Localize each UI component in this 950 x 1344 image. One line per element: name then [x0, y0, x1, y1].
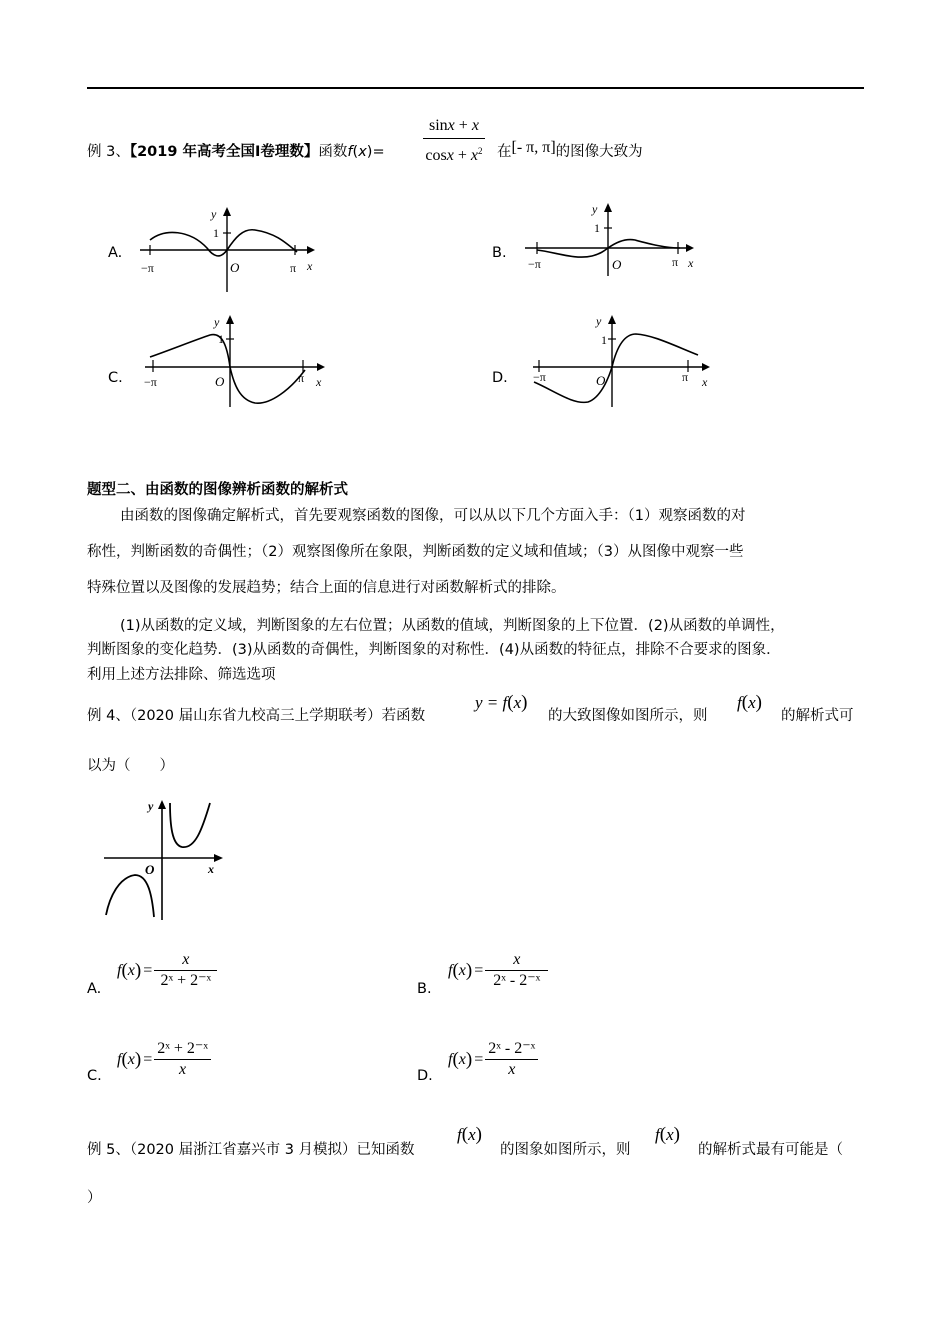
- svg-text:1: 1: [601, 333, 607, 347]
- ex5-mid: 的图象如图所示，则: [500, 1142, 631, 1158]
- svg-text:1: 1: [218, 332, 224, 346]
- ex4-option-b-label: B.: [417, 981, 432, 997]
- ex3-option-b-label: B.: [492, 245, 507, 261]
- ex4-option-a-label: A.: [87, 981, 102, 997]
- ex4-mid: 的大致图像如图所示，则: [548, 708, 708, 724]
- svg-text:O: O: [215, 374, 225, 389]
- svg-text:−π: −π: [144, 375, 157, 389]
- svg-text:−π: −π: [533, 370, 546, 384]
- ex4-option-b-formula: f ( x ) = $\frac{x}{\text{2ˣ - 2⁻ˣ}}$: [448, 951, 548, 990]
- example-3-fraction: sinx + x $\cos x + x^2$: [423, 116, 485, 166]
- svg-text:x: x: [688, 256, 694, 270]
- ex4-line2: 以为（ ）: [87, 758, 174, 774]
- ex4-option-a-formula: f ( x ) = $\frac{x}{\text{2ˣ + 2⁻ˣ}}$: [117, 951, 217, 990]
- ex3-option-a-graph: [135, 200, 335, 295]
- svg-text:y: y: [148, 799, 154, 813]
- ex4-graph: [100, 795, 230, 923]
- svg-text:x: x: [316, 375, 322, 389]
- svg-text:O: O: [612, 257, 622, 272]
- ex4-f-x: f(x): [737, 692, 762, 713]
- svg-text:π: π: [682, 370, 689, 384]
- ex5-line2: ）: [87, 1190, 102, 1206]
- axis-y-label: y: [211, 207, 217, 221]
- ex3-option-a-label: A.: [108, 245, 123, 261]
- svg-text:x: x: [702, 375, 708, 389]
- example-4-line: 例 4、（2020 届山东省九校高三上学期联考）若函数: [87, 708, 426, 724]
- svg-text:−π: −π: [528, 257, 541, 271]
- para1-line2: 称性，判断函数的奇偶性；（2）观察图像所在象限，判断函数的定义域和值域；（3）从图像中观察一些: [87, 544, 744, 560]
- example-3-label: 例 3、【2019 年高考全国Ⅰ卷理数】函数f(x)=: [87, 144, 385, 160]
- section-title: 题型二、由函数的图像辨析函数的解析式: [87, 482, 348, 498]
- para2-line2: 判断图象的变化趋势．(3)从函数的奇偶性，判断图象的对称性．(4)从函数的特征点，排除不合要求的图象．: [87, 642, 781, 658]
- example-3-tail: 的图像大致为: [555, 144, 643, 160]
- svg-text:x: x: [307, 259, 313, 273]
- ex4-option-d-formula: f ( x ) = $\frac{\text{2ˣ - 2⁻ˣ}}{x}$: [448, 1040, 538, 1079]
- svg-text:O: O: [145, 862, 155, 877]
- ex4-option-c-formula: f ( x ) = $\frac{\text{2ˣ + 2⁻ˣ}}{x}$: [117, 1040, 211, 1079]
- svg-text:π: π: [290, 261, 297, 275]
- svg-text:y: y: [596, 314, 602, 328]
- para1-line1: 由函数的图像确定解析式，首先要观察函数的图像，可以从以下几个方面入手：（1）观察函数的对: [120, 508, 746, 524]
- svg-text:π: π: [672, 255, 679, 269]
- ex3-option-d-label: D.: [492, 370, 508, 386]
- ex3-option-b-graph: [520, 198, 710, 278]
- svg-text:x: x: [208, 862, 214, 876]
- svg-text:y: y: [214, 315, 220, 329]
- ex5-f-x-1: f(x): [457, 1124, 482, 1145]
- ex4-y-eq-f: y = f(x): [475, 692, 528, 713]
- ex4-option-c-label: C.: [87, 1068, 102, 1084]
- interval-prefix: 在: [497, 144, 512, 160]
- ex4-option-d-label: D.: [417, 1068, 433, 1084]
- example-5-line: 例 5、（2020 届浙江省嘉兴市 3 月模拟）已知函数: [87, 1142, 415, 1158]
- para2-line1: (1)从函数的定义域，判断图象的左右位置；从函数的值域，判断图象的上下位置．(2)从函数的单调性，: [120, 618, 785, 634]
- ex3-option-c-label: C.: [108, 370, 123, 386]
- para2-line3: 利用上述方法排除、筛选选项: [87, 667, 276, 683]
- svg-text:−π: −π: [141, 261, 154, 275]
- ex3-option-d-graph: [528, 310, 728, 410]
- ex4-tail: 的解析式可: [781, 708, 854, 724]
- ex3-option-c-graph: [140, 310, 340, 410]
- svg-text:O: O: [230, 260, 240, 275]
- ex5-f-x-2: f(x): [655, 1124, 680, 1145]
- svg-text:π: π: [298, 371, 305, 385]
- svg-text:y: y: [592, 202, 598, 216]
- ex5-tail: 的解析式最有可能是（: [698, 1142, 843, 1158]
- header-rule: [87, 87, 864, 89]
- svg-text:1: 1: [213, 226, 219, 240]
- interval: [- π, π]: [511, 139, 556, 156]
- svg-text:O: O: [596, 373, 606, 388]
- para1-line3: 特殊位置以及图像的发展趋势；结合上面的信息进行对函数解析式的排除。: [87, 580, 566, 596]
- svg-text:1: 1: [594, 221, 600, 235]
